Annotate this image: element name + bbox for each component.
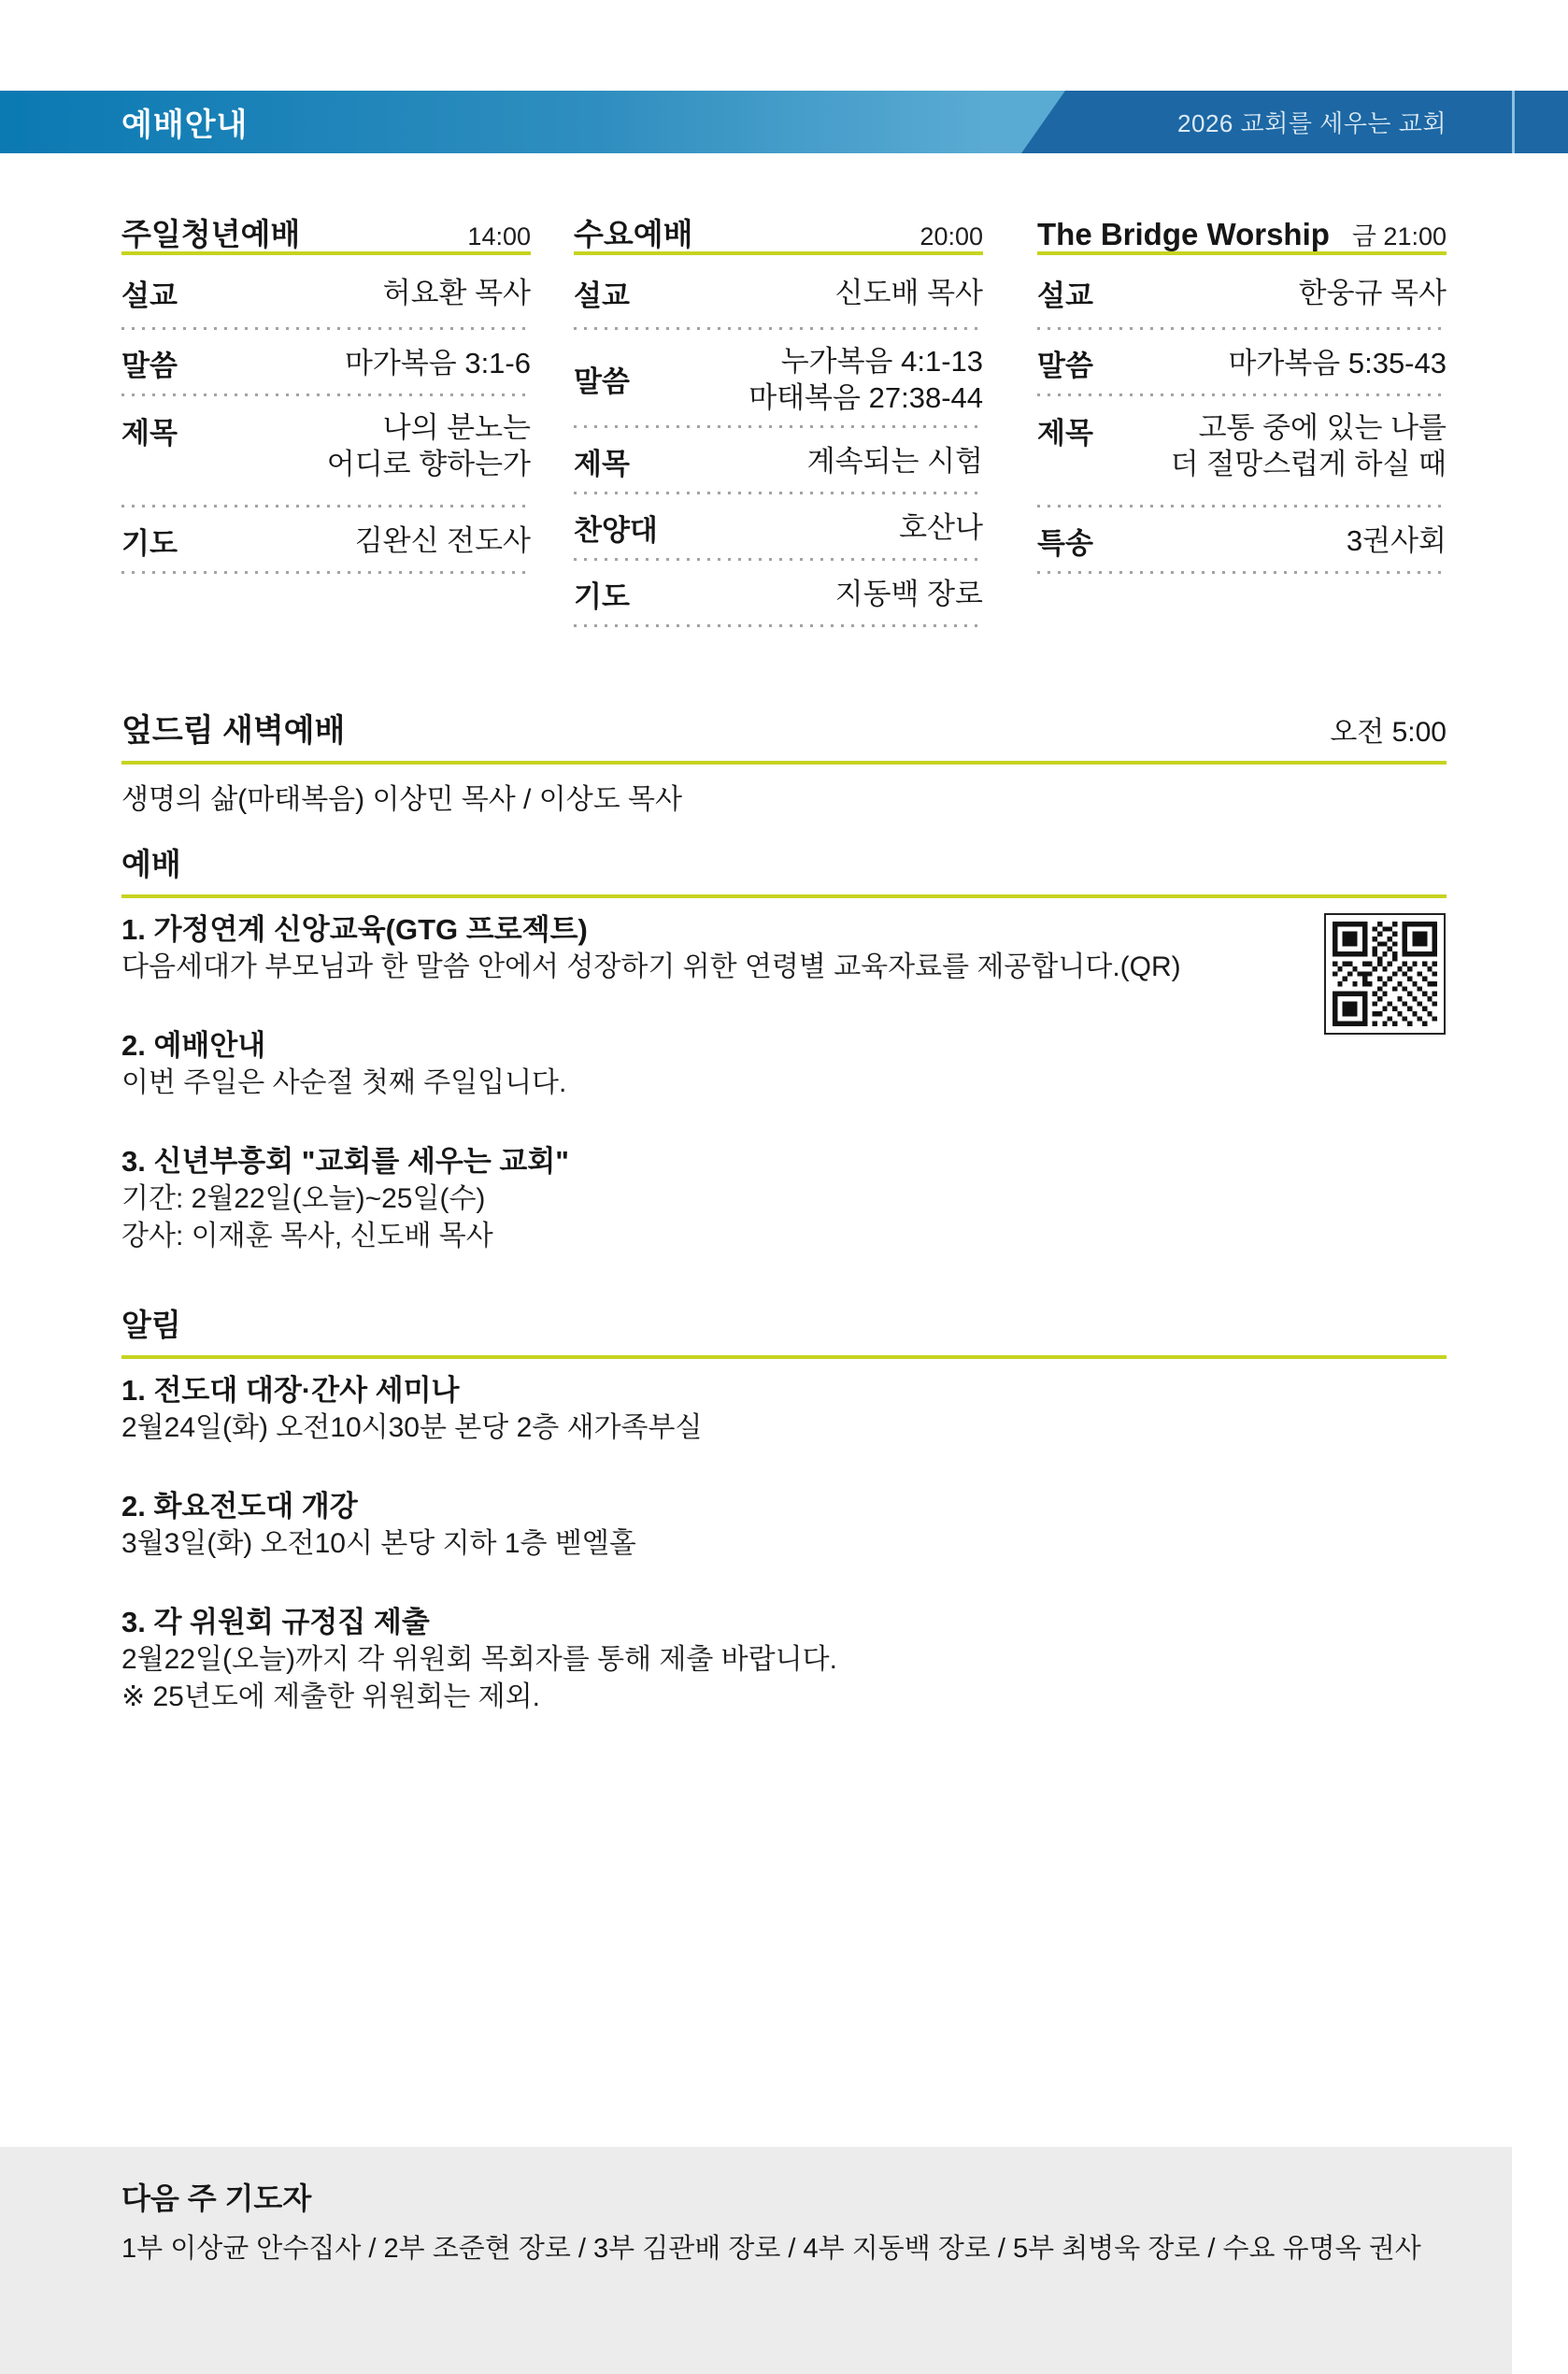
service-column-youth [121,213,531,574]
service-row [1037,396,1447,508]
section-title: 예배 [121,847,181,881]
announcement-item-body: ※ 25년도에 제출한 위원회는 제외. [121,1681,540,1712]
service-row [121,396,531,508]
announcement-section [121,1307,1447,1757]
notice-item-body: 강사: 이재훈 목사, 신도배 목사 [121,1221,493,1251]
row-label: 제목 [1037,417,1093,450]
row-label: 특송 [1037,527,1093,560]
section-title: 엎드림 새벽예배 [121,713,346,749]
service-row [574,561,983,627]
row-value: 마가복음 5:35-43 [1228,347,1447,379]
footer-prayer-names: 1부 이상균 안수집사 / 2부 조준현 장로 / 3부 김관배 장로 / 4부 지동백 장로 / 5부 최병욱 장로 / 수요 유명옥 권사 [121,2234,1421,2264]
notice-item [121,1027,1447,1102]
row-label: 찬양대 [574,514,658,547]
qr-code-pattern [1333,922,1437,1026]
service-name: The Bridge Worship [1037,217,1330,251]
page-title: 예배안내 [121,107,249,143]
service-row [574,330,983,428]
service-column-bridge [1037,213,1447,574]
row-value: 계속되는 시험 [806,445,983,478]
row-label: 말씀 [121,350,178,382]
row-value: 호산나 [899,511,983,544]
announcement-item-title: 3. 각 위원회 규정집 제출 [121,1606,430,1638]
service-row [1037,508,1447,574]
row-value: 고통 중에 있는 나를 더 절망스럽게 하실 때 [1170,411,1447,480]
service-name: 주일청년예배 [121,217,301,251]
row-value: 지동백 장로 [834,578,983,610]
notice-item-title: 1. 가정연계 신앙교육(GTG 프로젝트) [121,913,588,946]
row-label: 제목 [574,448,630,480]
dawn-worship-section [121,712,1447,819]
announcement-item-title: 2. 화요전도대 개강 [121,1490,358,1523]
service-row [121,255,531,330]
row-value: 누가복음 4:1-13 마태복음 27:38-44 [748,344,983,414]
section-title: 알림 [121,1308,181,1342]
announcement-items [121,1372,1447,1716]
row-label: 말씀 [574,365,630,398]
row-label: 설교 [1037,279,1093,312]
notice-items [121,911,1447,1255]
footer-title: 다음 주 기도자 [121,2181,312,2215]
notice-item [121,911,1447,986]
row-value: 나의 분노는 어디로 향하는가 [326,411,531,480]
service-row [121,508,531,574]
row-value: 김완신 전도사 [354,524,531,557]
notice-item-title: 3. 신년부흥회 "교회를 세우는 교회" [121,1145,569,1178]
service-columns [121,213,1447,662]
notice-item-body: 이번 주일은 사순절 첫째 주일입니다. [121,1067,567,1098]
notice-item [121,1143,1447,1255]
announcement-item-body: 2월24일(화) 오전10시30분 본당 2층 새가족부실 [121,1412,703,1443]
service-row [574,255,983,330]
row-label: 설교 [574,279,630,312]
announcement-item [121,1604,1447,1716]
row-value: 신도배 목사 [834,276,983,309]
row-label: 제목 [121,417,178,450]
section-header [121,712,1447,765]
row-label: 기도 [574,580,630,613]
service-header [574,213,983,255]
row-value: 허요환 목사 [382,276,531,309]
section-header [121,1307,1447,1359]
service-column-wednesday [574,213,983,627]
year-slogan-badge: 2026 교회를 세우는 교회 [1177,109,1447,137]
section-header [121,846,1447,898]
next-week-prayer-footer [0,2147,1512,2374]
notice-item-body: 기간: 2월22일(오늘)~25일(수) [121,1183,486,1214]
service-time: 14:00 [467,222,531,250]
row-value: 3권사회 [1346,524,1447,557]
service-row [574,494,983,561]
row-label: 기도 [121,527,178,560]
service-name: 수요예배 [574,217,693,251]
announcement-item-body: 2월22일(오늘)까지 각 위원회 목회자를 통해 제출 바랍니다. [121,1644,837,1675]
announcement-item [121,1488,1447,1563]
service-header [1037,213,1447,255]
header-end-block [1515,91,1568,153]
service-time: 20:00 [919,222,983,250]
announcement-item-body: 3월3일(화) 오전10시 본당 지하 1층 벧엘홀 [121,1528,636,1559]
dawn-description: 생명의 삶(마태복음) 이상민 목사 / 이상도 목사 [121,784,682,815]
service-row [574,428,983,494]
service-row [1037,330,1447,396]
section-time: 오전 5:00 [1330,717,1447,748]
row-value: 마가복음 3:1-6 [344,347,531,379]
announcement-item-title: 1. 전도대 대장·간사 세미나 [121,1374,460,1407]
notice-item-body: 다음세대가 부모님과 한 말씀 안에서 성장하기 위한 연령별 교육자료를 제공합니다.(QR) [121,951,1181,982]
row-label: 설교 [121,279,178,312]
announcement-item [121,1372,1447,1447]
qr-code-image [1324,913,1446,1035]
service-header [121,213,531,255]
row-label: 말씀 [1037,350,1093,382]
service-row [121,330,531,396]
worship-notice-section [121,846,1447,1296]
row-value: 한웅규 목사 [1298,276,1447,309]
service-row [1037,255,1447,330]
service-time: 금 21:00 [1351,222,1447,250]
header-bar [0,91,1568,153]
notice-item-title: 2. 예배안내 [121,1029,266,1062]
